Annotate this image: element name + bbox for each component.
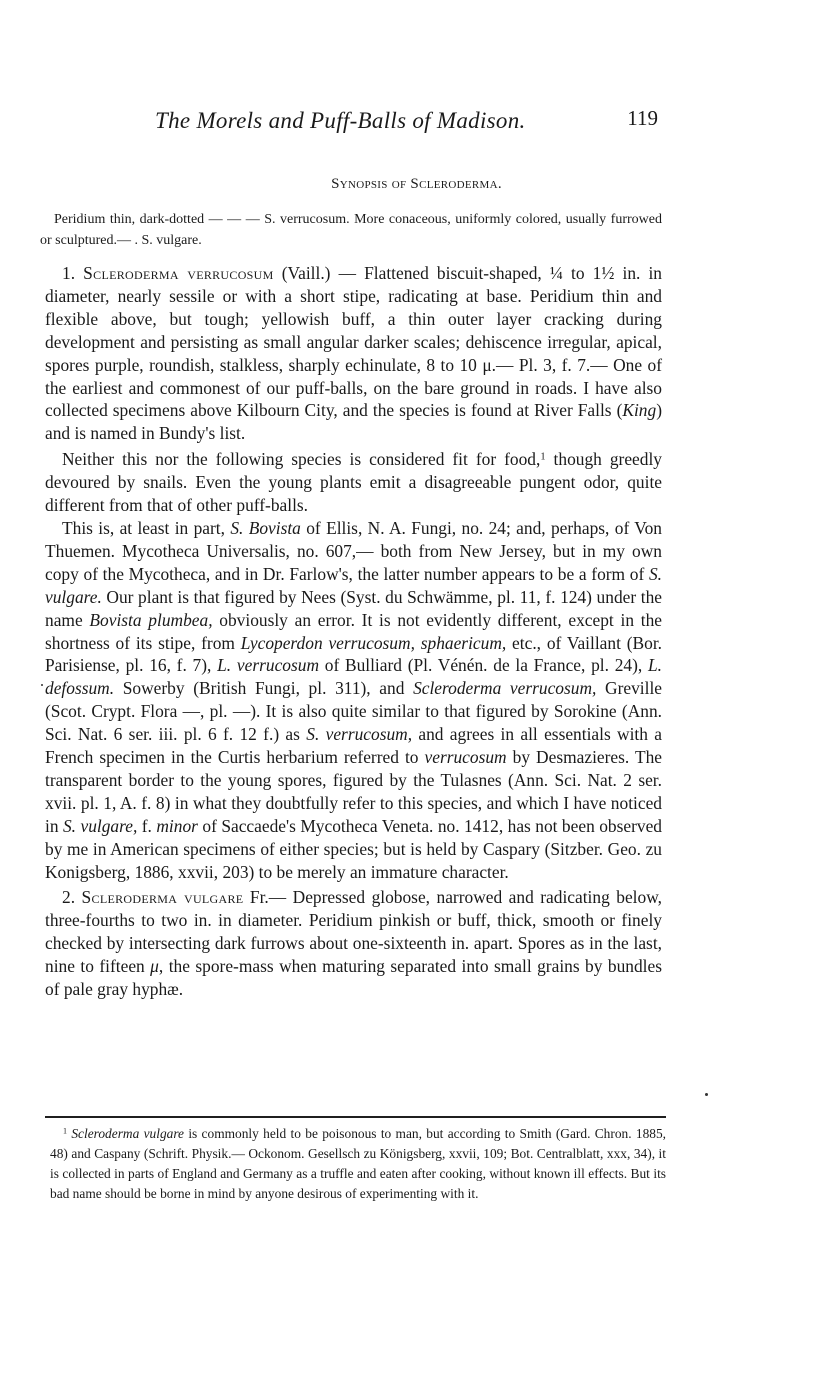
synonymy-italic: S. vulgare, <box>62 815 138 836</box>
species-1-name: Scleroderma verrucosum <box>83 263 274 283</box>
species-1-number: 1. <box>62 263 76 283</box>
print-speck <box>705 1093 708 1096</box>
synonymy-italic: verrucosum <box>424 747 507 768</box>
species-1-text: — Flattened biscuit-shaped, ¼ to 1½ in. in diameter, nearly sessile or with a short stipe, radicating at base. Peridium thin and flexible above, but tough; yellowish buff, a thin outer layer cracking during development and persisting as small angular darker scales; dehiscence irregular, apical, spores purple, roundish, stalkless, sharply echinulate, 8 to 10 μ.— Pl. 3, f. 7.— One of the earliest and commonest of our puff-balls, on the bare ground in roads. I have also collected specimens above Kilbourn City, and the species is found at River Falls ( <box>45 263 662 421</box>
synonymy-italic: S. Bovista <box>230 517 301 538</box>
print-speck <box>41 684 43 686</box>
footnote-text: is commonly held to be poisonous to man, but according to Smith (Gard. Chron. 1885, 48) and Caspany (Schrift. Physik.— Ockonom. Gesellsch zu Königsberg, xxvii, 109; Bot. Centralblatt, xxx, 34), it is collected in parts of England and Germany as a truffle and eaten after cooking, without known ill effects. But its bad name should be borne in mind by anyone desirous of experimenting with it. <box>50 1126 666 1201</box>
species-2-authority: Fr. <box>249 887 269 908</box>
species-2-number: 2. <box>62 887 76 908</box>
species-2-text: — Depressed globose, narrowed and radicating below, three-fourths to two in. in diameter. Peridium pinkish or buff, thick, smooth or finely checked by intersecting dark furrows about one-sixteenth in. apart. Spores as in the last, nine to fifteen <box>45 887 662 977</box>
synonymy-text: Our plant is that figured by Nees (Syst. du Schwämme, pl. 11, f. 124) under the name <box>45 586 662 630</box>
species-2-name: Scleroderma vulgare <box>81 887 244 908</box>
synonymy-text: and agrees in all essentials with a French specimen in the Curtis herbarium referred to <box>45 724 662 768</box>
synonymy-text: f. <box>137 815 157 836</box>
running-title: The Morels and Puff-Balls of Madison. <box>155 108 526 133</box>
page-number: 119 <box>627 106 658 130</box>
synonymy-text: This is, at least in part, <box>62 517 231 538</box>
footnote-rule <box>45 1116 666 1118</box>
synonymy-italic: S. vulgare. <box>45 563 662 607</box>
synonymy-italic: L. verrucosum <box>217 655 320 676</box>
synonymy-text: of Bulliard (Pl. Vénén. de la France, pl. 24), <box>319 655 648 676</box>
synonymy-italic: L. defossum. <box>45 655 662 699</box>
synonymy-text: of Ellis, N. A. Fungi, no. 24; and, perhaps, of Von Thuemen. Mycotheca Universalis, no. 607,— both from New Jersey, but in my own copy of the Mycotheca, and in Dr. Farlow's, the latter number appears to be a form of <box>45 517 662 584</box>
footnote-italic: Scleroderma vulgare <box>71 1126 184 1141</box>
synonymy-text: of Saccaede's Mycotheca Veneta. no. 1412, has not been observed by me in American specimens of either species; but is held by Caspary (Sitzber. Geo. zu Konigsberg, 1886, xxvii, 203) to be merely an immature character. <box>45 815 662 882</box>
synonymy-italic: Scleroderma verrucosum, <box>413 678 597 699</box>
synopsis-key: Peridium thin, dark-dotted — — — S. verrucosum. More conaceous, uniformly colored, usually furrowed or sculptured.— . S. vulgare. <box>40 212 662 248</box>
footnote-marker: 1 <box>63 1126 68 1136</box>
synonymy-text: obviously an error. It is not evidently different, except in the shortness of its stipe, from <box>45 609 663 653</box>
species-1-text-end: ) and is named in Bundy's list. <box>45 400 662 444</box>
synonymy-text: by Desmazieres. The transparent border to the young spores, figured by the Tulasnes (Ann. Sci. Nat. 2 ser. xvii. pl. 1, A. f. 8) in what they doubtfully refer to this species, and which I have noticed in <box>45 747 662 836</box>
synonymy-text: Sowerby (British Fungi, pl. 311), and <box>114 678 414 699</box>
species-2-description <box>45 886 662 1001</box>
edibility-text: Neither this nor the following species is considered fit for food, <box>62 449 541 470</box>
edibility-text-end: though greedly devoured by snails. Even the young plants emit a disagreeable pungent odor, quite different from that of other puff-balls. <box>45 449 662 516</box>
synonymy-italic: minor <box>156 815 198 836</box>
species-2-text-end: , the spore-mass when maturing separated into small grains by bundles of pale gray hyphæ. <box>45 956 662 1000</box>
micron-symbol: μ <box>150 956 159 977</box>
synonymy-italic: Lycoperdon verrucosum, sphaericum, <box>240 632 507 653</box>
footnote-reference: 1 <box>540 451 546 463</box>
body-text <box>45 262 662 1004</box>
footnote <box>50 1124 666 1204</box>
synonymy-italic: S. verrucosum, <box>306 724 413 745</box>
synonymy-text: Greville (Scot. Crypt. Flora —, pl. —). It is also quite similar to that figured by Sorokine (Ann. Sci. Nat. 6 ser. iii. pl. 6 f. 12 f.) as <box>45 678 662 745</box>
species-1-authority: (Vaill.) <box>281 263 331 283</box>
running-head <box>155 108 660 138</box>
collector-name: King <box>622 400 657 421</box>
species-1-description <box>45 262 662 445</box>
edibility-paragraph <box>45 448 662 517</box>
synonymy-text: etc., of Vaillant (Bor. Parisiense, pl. 16, f. 7), <box>45 632 662 676</box>
section-heading: Synopsis of Scleroderma. <box>331 176 502 192</box>
synonymy-paragraph <box>45 517 662 884</box>
synonymy-italic: Bovista plumbea, <box>89 609 213 630</box>
